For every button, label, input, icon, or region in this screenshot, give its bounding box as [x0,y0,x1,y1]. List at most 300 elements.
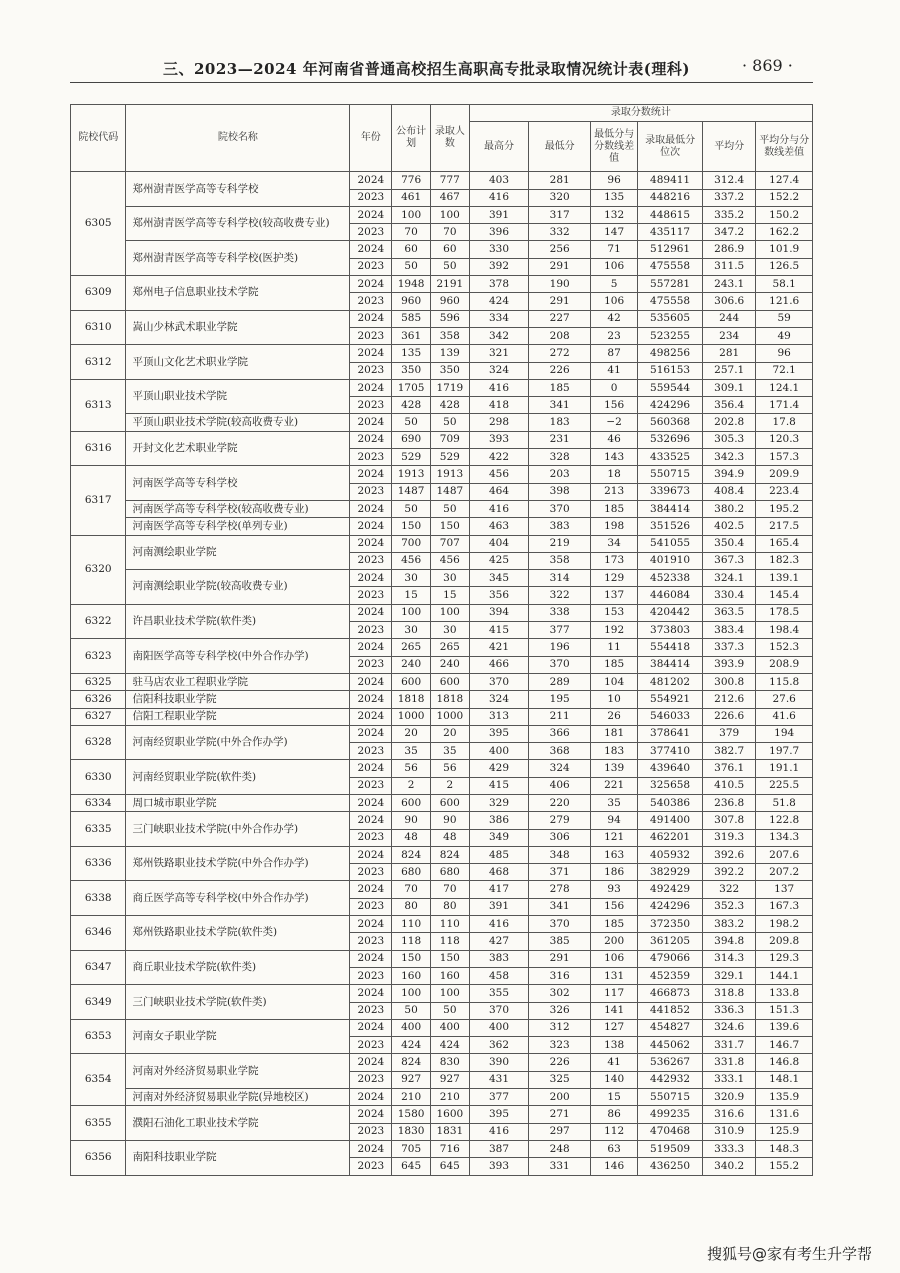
cell-avg: 257.1 [703,362,756,379]
cell-avg: 226.6 [703,708,756,725]
cell-min: 358 [529,552,591,569]
cell-year: 2023 [350,967,392,984]
cell-avg-diff: 182.3 [756,552,813,569]
cell-max: 386 [469,812,529,829]
cell-min: 383 [529,518,591,535]
cell-max: 427 [469,933,529,950]
cell-avg-diff: 217.5 [756,518,813,535]
school-name: 郑州铁路职业技术学院(软件类) [126,916,350,951]
cell-avg-diff: 152.2 [756,189,813,206]
cell-admitted: 35 [430,743,469,760]
cell-min: 291 [529,950,591,967]
cell-min-rank: 339673 [638,483,703,500]
cell-avg: 311.5 [703,258,756,275]
cell-min: 326 [529,1002,591,1019]
col-header-avg-diff: 平均分与分数线差值 [756,122,813,172]
school-code: 6312 [71,345,126,380]
cell-admitted: 456 [430,552,469,569]
cell-min-rank: 546033 [638,708,703,725]
school-code: 6323 [71,639,126,674]
table-row [71,206,813,223]
cell-min: 371 [529,864,591,881]
table-row [71,812,813,829]
cell-max: 424 [469,293,529,310]
cell-admitted: 350 [430,362,469,379]
cell-avg: 314.3 [703,950,756,967]
cell-admitted: 824 [430,846,469,863]
table-row [71,1054,813,1071]
cell-plan: 927 [392,1071,431,1088]
cell-min-diff: 221 [591,777,638,794]
cell-min: 271 [529,1106,591,1123]
cell-avg: 350.4 [703,535,756,552]
cell-admitted: 2191 [430,276,469,293]
cell-min-rank: 446084 [638,587,703,604]
cell-max: 393 [469,1158,529,1175]
cell-admitted: 960 [430,293,469,310]
cell-admitted: 1913 [430,466,469,483]
cell-avg: 324.6 [703,1019,756,1036]
cell-min-diff: 26 [591,708,638,725]
cell-admitted: 110 [430,916,469,933]
cell-min-rank: 540386 [638,794,703,811]
cell-admitted: 70 [430,881,469,898]
cell-max: 378 [469,276,529,293]
cell-admitted: 30 [430,570,469,587]
school-name: 信阳工程职业学院 [126,708,350,725]
cell-admitted: 60 [430,241,469,258]
school-code: 6353 [71,1019,126,1054]
cell-min-diff: 106 [591,293,638,310]
cell-admitted: 100 [430,206,469,223]
cell-plan: 824 [392,846,431,863]
table-row [71,881,813,898]
cell-avg-diff: 146.8 [756,1054,813,1071]
cell-year: 2023 [350,622,392,639]
cell-plan: 35 [392,743,431,760]
cell-admitted: 467 [430,189,469,206]
cell-admitted: 240 [430,656,469,673]
cell-avg-diff: 146.7 [756,1037,813,1054]
cell-max: 463 [469,518,529,535]
cell-avg-diff: 72.1 [756,362,813,379]
table-row [71,518,813,535]
cell-plan: 705 [392,1140,431,1157]
cell-min: 368 [529,743,591,760]
school-name: 南阳科技职业学院 [126,1140,350,1175]
cell-min-diff: 156 [591,898,638,915]
cell-avg-diff: 208.9 [756,656,813,673]
cell-min: 302 [529,985,591,1002]
cell-min: 281 [529,172,591,189]
cell-max: 391 [469,898,529,915]
cell-admitted: 265 [430,639,469,656]
school-name: 平顶山职业技术学院(较高收费专业) [126,414,350,431]
cell-min-rank: 481202 [638,673,703,690]
table-row [71,276,813,293]
cell-min-rank: 377410 [638,743,703,760]
school-name: 周口城市职业学院 [126,794,350,811]
cell-avg: 342.3 [703,449,756,466]
cell-plan: 1487 [392,483,431,500]
cell-min: 289 [529,673,591,690]
cell-min: 324 [529,760,591,777]
cell-max: 345 [469,570,529,587]
cell-min-diff: 137 [591,587,638,604]
cell-min-diff: 185 [591,916,638,933]
cell-min-rank: 436250 [638,1158,703,1175]
cell-admitted: 927 [430,1071,469,1088]
cell-admitted: 118 [430,933,469,950]
school-name: 河南医学高等专科学校(单列专业) [126,518,350,535]
cell-year: 2023 [350,1071,392,1088]
cell-min-diff: 10 [591,691,638,708]
cell-min-diff: 117 [591,985,638,1002]
cell-plan: 645 [392,1158,431,1175]
cell-min: 248 [529,1140,591,1157]
cell-year: 2024 [350,345,392,362]
cell-avg: 309.1 [703,379,756,396]
cell-year: 2024 [350,691,392,708]
cell-min-diff: 127 [591,1019,638,1036]
cell-admitted: 1818 [430,691,469,708]
cell-min-diff: 132 [591,206,638,223]
col-header-avg: 平均分 [703,122,756,172]
cell-admitted: 210 [430,1089,469,1106]
cell-year: 2023 [350,449,392,466]
cell-year: 2023 [350,743,392,760]
cell-admitted: 428 [430,397,469,414]
cell-avg: 244 [703,310,756,327]
cell-min-rank: 475558 [638,258,703,275]
school-name: 郑州澍青医学高等专科学校(较高收费专业) [126,206,350,241]
cell-min-rank: 516153 [638,362,703,379]
cell-year: 2024 [350,206,392,223]
cell-avg-diff: 198.4 [756,622,813,639]
cell-admitted: 645 [430,1158,469,1175]
cell-min-rank: 560368 [638,414,703,431]
school-code: 6317 [71,466,126,535]
cell-avg: 331.8 [703,1054,756,1071]
table-row [71,916,813,933]
cell-plan: 240 [392,656,431,673]
school-code: 6335 [71,812,126,847]
cell-min-rank: 325658 [638,777,703,794]
school-name: 河南医学高等专科学校(较高收费专业) [126,500,350,517]
school-name: 开封文化艺术职业学院 [126,431,350,466]
cell-max: 416 [469,379,529,396]
cell-min: 208 [529,327,591,344]
table-row [71,500,813,517]
cell-avg-diff: 122.8 [756,812,813,829]
cell-avg-diff: 17.8 [756,414,813,431]
table-row [71,379,813,396]
cell-avg: 337.2 [703,189,756,206]
cell-min-rank: 405932 [638,846,703,863]
cell-max: 415 [469,777,529,794]
table-row [71,708,813,725]
table-row [71,760,813,777]
school-code: 6347 [71,950,126,985]
cell-avg-diff: 198.2 [756,916,813,933]
cell-max: 377 [469,1089,529,1106]
cell-max: 362 [469,1037,529,1054]
cell-admitted: 600 [430,794,469,811]
cell-admitted: 529 [430,449,469,466]
cell-min-rank: 462201 [638,829,703,846]
cell-admitted: 716 [430,1140,469,1157]
cell-max: 395 [469,1106,529,1123]
cell-plan: 48 [392,829,431,846]
cell-min-diff: 0 [591,379,638,396]
cell-min-rank: 448615 [638,206,703,223]
cell-min-rank: 512961 [638,241,703,258]
cell-year: 2024 [350,985,392,1002]
cell-max: 395 [469,725,529,742]
cell-plan: 1580 [392,1106,431,1123]
cell-plan: 30 [392,570,431,587]
cell-avg: 336.3 [703,1002,756,1019]
cell-plan: 361 [392,327,431,344]
cell-min-rank: 550715 [638,1089,703,1106]
cell-min: 370 [529,500,591,517]
cell-avg: 305.3 [703,431,756,448]
cell-avg: 234 [703,327,756,344]
cell-year: 2023 [350,898,392,915]
cell-max: 387 [469,1140,529,1157]
cell-avg: 392.2 [703,864,756,881]
cell-plan: 1705 [392,379,431,396]
school-code: 6334 [71,794,126,811]
cell-max: 392 [469,258,529,275]
cell-avg: 319.3 [703,829,756,846]
cell-max: 421 [469,639,529,656]
cell-year: 2023 [350,777,392,794]
cell-avg-diff: 137 [756,881,813,898]
cell-min-rank: 550715 [638,466,703,483]
cell-avg-diff: 120.3 [756,431,813,448]
cell-plan: 56 [392,760,431,777]
cell-min: 278 [529,881,591,898]
cell-max: 417 [469,881,529,898]
cell-min-diff: −2 [591,414,638,431]
cell-min-rank: 452359 [638,967,703,984]
school-name: 河南测绘职业学院(较高收费专业) [126,570,350,605]
cell-avg: 352.3 [703,898,756,915]
school-code: 6309 [71,276,126,311]
cell-admitted: 400 [430,1019,469,1036]
cell-max: 422 [469,449,529,466]
table-row [71,639,813,656]
cell-min-diff: 87 [591,345,638,362]
school-code: 6313 [71,379,126,431]
cell-min-rank: 441852 [638,1002,703,1019]
cell-min-diff: 173 [591,552,638,569]
cell-avg-diff: 133.8 [756,985,813,1002]
cell-avg-diff: 148.3 [756,1140,813,1157]
cell-min-rank: 541055 [638,535,703,552]
cell-year: 2024 [350,379,392,396]
cell-min-diff: 46 [591,431,638,448]
cell-min-rank: 554921 [638,691,703,708]
cell-plan: 2 [392,777,431,794]
cell-min-diff: 140 [591,1071,638,1088]
cell-admitted: 50 [430,500,469,517]
cell-min: 322 [529,587,591,604]
cell-plan: 428 [392,397,431,414]
cell-min: 226 [529,1054,591,1071]
cell-year: 2023 [350,1037,392,1054]
cell-year: 2024 [350,950,392,967]
cell-min-rank: 475558 [638,293,703,310]
cell-admitted: 1831 [430,1123,469,1140]
cell-min: 348 [529,846,591,863]
cell-plan: 118 [392,933,431,950]
cell-avg-diff: 178.5 [756,604,813,621]
cell-min-rank: 424296 [638,898,703,915]
cell-max: 464 [469,483,529,500]
col-header-code: 院校代码 [71,105,126,172]
cell-min: 226 [529,362,591,379]
cell-avg: 356.4 [703,397,756,414]
cell-min-rank: 401910 [638,552,703,569]
cell-plan: 30 [392,622,431,639]
table-row [71,241,813,258]
cell-min-diff: 15 [591,1089,638,1106]
cell-min-diff: 63 [591,1140,638,1157]
cell-max: 425 [469,552,529,569]
cell-min: 272 [529,345,591,362]
cell-admitted: 830 [430,1054,469,1071]
cell-min-diff: 138 [591,1037,638,1054]
cell-admitted: 358 [430,327,469,344]
cell-avg-diff: 162.2 [756,224,813,241]
watermark: 搜狐号@家有考生升学帮 [706,1245,872,1263]
cell-max: 324 [469,362,529,379]
cell-avg-diff: 171.4 [756,397,813,414]
col-header-max: 最高分 [469,122,529,172]
school-code: 6354 [71,1054,126,1106]
cell-min: 332 [529,224,591,241]
school-code: 6349 [71,985,126,1020]
school-name: 平顶山文化艺术职业学院 [126,345,350,380]
cell-year: 2023 [350,1002,392,1019]
cell-min-rank: 452338 [638,570,703,587]
cell-min-diff: 121 [591,829,638,846]
cell-plan: 680 [392,864,431,881]
cell-min-rank: 498256 [638,345,703,362]
cell-max: 370 [469,1002,529,1019]
cell-admitted: 15 [430,587,469,604]
cell-year: 2024 [350,310,392,327]
school-code: 6336 [71,846,126,881]
table-row [71,1140,813,1157]
cell-min: 195 [529,691,591,708]
cell-min-rank: 536267 [638,1054,703,1071]
cell-admitted: 160 [430,967,469,984]
cell-min-rank: 372350 [638,916,703,933]
cell-avg: 320.9 [703,1089,756,1106]
school-name: 河南医学高等专科学校 [126,466,350,501]
cell-min-diff: 42 [591,310,638,327]
page-title: 三、2023—2024 年河南省普通高校招生高职高专批录取情况统计表(理科) [163,60,690,78]
cell-min-diff: 147 [591,224,638,241]
cell-min-rank: 351526 [638,518,703,535]
cell-min: 211 [529,708,591,725]
col-header-admitted: 录取人数 [430,105,469,172]
table-row [71,1019,813,1036]
cell-min: 183 [529,414,591,431]
cell-min-diff: 198 [591,518,638,535]
table-row [71,673,813,690]
cell-plan: 700 [392,535,431,552]
cell-min-rank: 489411 [638,172,703,189]
cell-min: 341 [529,397,591,414]
cell-min-rank: 445062 [638,1037,703,1054]
cell-min-rank: 433525 [638,449,703,466]
school-name: 郑州电子信息职业技术学院 [126,276,350,311]
cell-min: 317 [529,206,591,223]
cell-min: 338 [529,604,591,621]
cell-avg-diff: 121.6 [756,293,813,310]
cell-min-rank: 373803 [638,622,703,639]
school-code: 6326 [71,691,126,708]
cell-year: 2024 [350,760,392,777]
cell-year: 2024 [350,1054,392,1071]
cell-year: 2023 [350,397,392,414]
cell-plan: 15 [392,587,431,604]
cell-min-rank: 499235 [638,1106,703,1123]
cell-min: 203 [529,466,591,483]
header-rule [70,82,813,83]
cell-avg: 383.4 [703,622,756,639]
admission-stats-table [70,104,813,1176]
cell-avg: 340.2 [703,1158,756,1175]
cell-min: 185 [529,379,591,396]
cell-year: 2024 [350,466,392,483]
cell-max: 431 [469,1071,529,1088]
cell-avg: 393.9 [703,656,756,673]
cell-max: 334 [469,310,529,327]
school-name: 商丘医学高等专科学校(中外合作办学) [126,881,350,916]
cell-year: 2024 [350,414,392,431]
cell-year: 2024 [350,812,392,829]
school-name: 驻马店农业工程职业学院 [126,673,350,690]
cell-year: 2024 [350,708,392,725]
cell-min-rank: 470468 [638,1123,703,1140]
cell-avg-diff: 157.3 [756,449,813,466]
cell-avg: 333.3 [703,1140,756,1157]
cell-year: 2023 [350,552,392,569]
cell-year: 2023 [350,829,392,846]
cell-plan: 400 [392,1019,431,1036]
cell-avg-diff: 58.1 [756,276,813,293]
cell-max: 383 [469,950,529,967]
table-row [71,345,813,362]
cell-avg-diff: 152.3 [756,639,813,656]
cell-year: 2024 [350,276,392,293]
cell-min: 398 [529,483,591,500]
school-name: 濮阳石油化工职业技术学院 [126,1106,350,1141]
cell-year: 2023 [350,224,392,241]
cell-min-rank: 448216 [638,189,703,206]
cell-min-diff: 146 [591,1158,638,1175]
cell-admitted: 139 [430,345,469,362]
school-code: 6322 [71,604,126,639]
cell-min: 190 [529,276,591,293]
cell-year: 2024 [350,639,392,656]
cell-max: 468 [469,864,529,881]
